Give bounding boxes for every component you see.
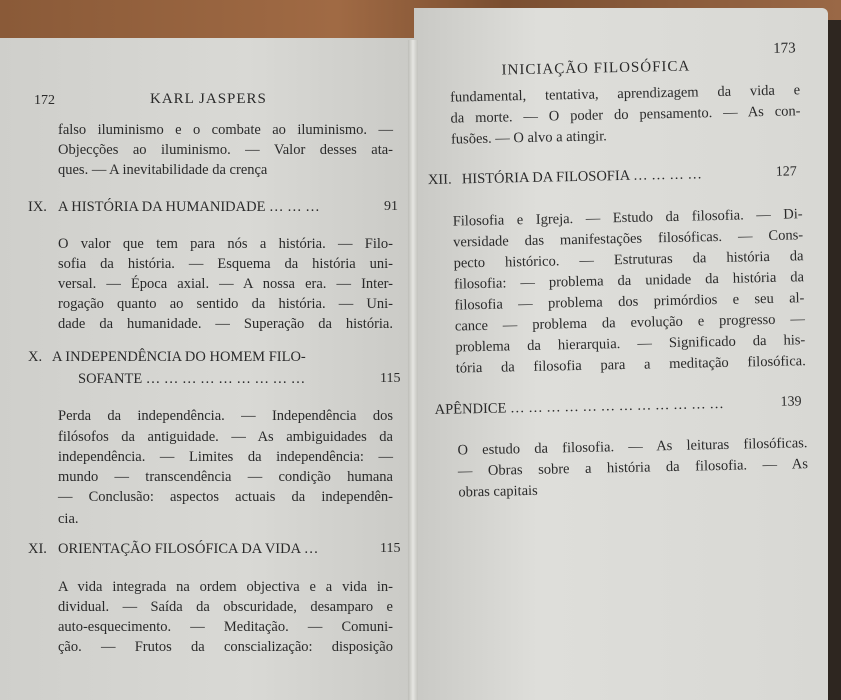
toc-line: cance — problema da evolução e progresso — — [454, 311, 806, 335]
toc-line: independência. — Limites da independência: — — [58, 449, 393, 465]
section-title: A INDEPENDÊNCIA DO HOMEM FILO- — [52, 349, 306, 365]
section-page: 91 — [384, 199, 398, 214]
toc-line: O estudo da filosofia. — As leituras filosóficas. — [457, 435, 808, 459]
toc-line: dade da humanidade. — Superação da história. — [58, 316, 393, 332]
toc-line: A vida integrada na ordem objectiva e a vida in- — [58, 579, 393, 595]
toc-line: sofia da história. — Esquema da história uni- — [58, 256, 393, 272]
section-page: 127 — [775, 164, 797, 180]
section-title: APÊNDICE … … … … … … … … … … … … — [434, 395, 724, 418]
toc-line: Filosofia e Igreja. — Estudo da filosofia. — Di- — [452, 206, 803, 230]
section-page: 139 — [780, 394, 802, 410]
section-page: 115 — [380, 371, 401, 386]
toc-line: da morte. — O poder do pensamento. — As con- — [450, 103, 801, 127]
section-numeral: IX. — [28, 199, 47, 215]
section-page: 115 — [380, 541, 401, 556]
section-numeral: X. — [28, 349, 43, 365]
page-number-right: 173 — [773, 40, 796, 57]
toc-line: fundamental, tentativa, aprendizagem da vida e — [449, 82, 801, 106]
toc-line: obras capitais — [458, 482, 538, 501]
toc-line: versidade das manifestações filosóficas. — Cons- — [453, 227, 804, 251]
toc-line: Perda da independência. — Independência dos — [58, 408, 393, 424]
section-numeral: XI. — [28, 541, 47, 557]
section-title: A HISTÓRIA DA HUMANIDADE … … … — [58, 199, 320, 215]
toc-line: — Conclusão: aspectos actuais da independên- — [58, 489, 393, 505]
toc-line: Objecções ao iluminismo. — Valor desses ata- — [58, 142, 393, 158]
running-head-left: KARL JASPERS — [150, 91, 267, 107]
toc-line: filósofos da antiguidade. — As ambiguidades da — [58, 429, 393, 445]
toc-line: filosofia: — problema da unidade da história da — [453, 269, 805, 293]
toc-line: tória da filosofia para a meditação filosófica. — [455, 353, 806, 377]
toc-line: — Obras sobre a história da filosofia. — As — [457, 456, 809, 480]
toc-line: O valor que tem para nós a história. — Filo- — [58, 236, 393, 252]
toc-line: rogação quanto ao sentido da história. — Uni- — [58, 296, 393, 312]
toc-line: mundo — transcendência — condição humana — [58, 469, 393, 485]
toc-line: filosofia — problema dos primórdios e seu al- — [454, 290, 805, 314]
toc-line: ques. — A inevitabilidade da crença — [58, 162, 268, 178]
section-title: ORIENTAÇÃO FILOSÓFICA DA VIDA … — [58, 541, 319, 557]
toc-line: dividual. — Saída da obscuridade, desamparo e — [58, 599, 393, 615]
toc-line: fusões. — O alvo a atingir. — [450, 128, 608, 148]
section-title: HISTÓRIA DA FILOSOFIA … … … … — [461, 166, 703, 188]
toc-line: falso iluminismo e o combate ao iluminismo. — — [58, 122, 393, 138]
toc-line: problema da hierarquia. — Significado da his- — [455, 332, 806, 356]
section-title: SOFANTE … … … … … … … … … — [78, 371, 306, 387]
toc-line: pecto histórico. — Estruturas da história da — [453, 248, 804, 272]
page-number-left: 172 — [34, 93, 55, 108]
toc-line: auto-esquecimento. — Meditação. — Comuni- — [58, 619, 393, 635]
section-numeral: XII. — [427, 171, 452, 189]
toc-line: versal. — Época axial. — A nossa era. — Inter- — [58, 276, 393, 292]
toc-line: cia. — [58, 511, 79, 527]
toc-line: ção. — Frutos da conscialização: disposição — [58, 639, 393, 655]
running-head-right: INICIAÇÃO FILOSÓFICA — [501, 58, 691, 79]
